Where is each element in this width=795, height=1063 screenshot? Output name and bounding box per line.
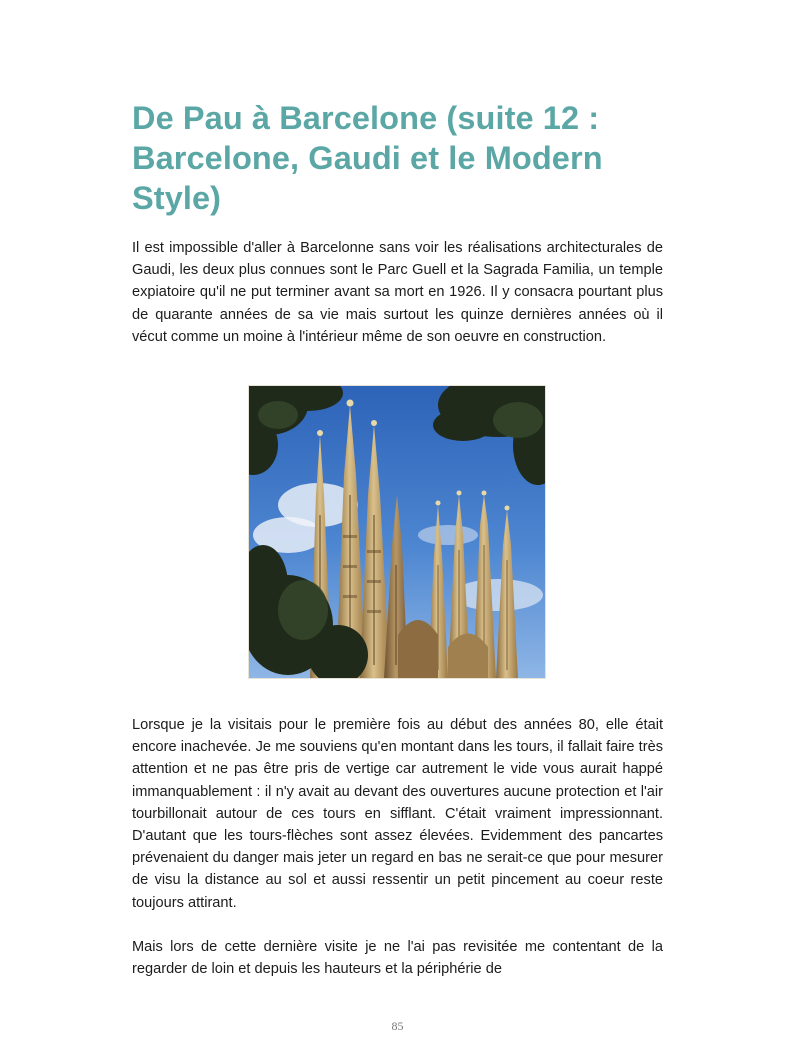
paragraph-first-visit: Lorsque je la visitais pour le première fois au début des années 80, elle était encore inachevée. Je me souviens qu'en montant dans les tours, il fallait faire très attention et ne pas être pris de vertige car autrement le vide vous aurait happé immanquablement : il n'y avait au devant des ouvertures aucune protection et l'air tourbillonait autour de ces tours en sifflant. C'était vraiment impressionnant. D'autant que les tours-flèches sont assez élevées. Evidemment des pancartes prévenaient du danger mais jeter un regard en bas ne serait-ce que pour mesurer de visu la distance au sol et aussi ressentir un petit pincement au coeur reste toujours attirant.	[132, 717, 663, 911]
page-title: De Pau à Barcelone (suite 12 : Barcelone, Gaudi et le Modern Style)	[132, 100, 603, 216]
sagrada-familia-photo	[248, 385, 546, 679]
paragraph-intro: Il est impossible d'aller à Barcelonne sans voir les réalisations architecturales de Gaudi, les deux plus connues sont le Parc Guell et la Sagrada Familia, un temple expiatoire qu'il ne put terminer avant sa mort en 1926. Il y consacra pourtant plus de quarante années de sa vie mais surtout les quinze dernières années où il vécut comme un moine à l'intérieur même de son oeuvre en construction.	[132, 240, 663, 345]
page-number: 85	[391, 1019, 404, 1033]
paragraph-last-visit: Mais lors de cette dernière visite je ne l'ai pas revisitée me contentant de la regarder de loin et depuis les hauteurs et la périphérie de	[132, 939, 663, 978]
